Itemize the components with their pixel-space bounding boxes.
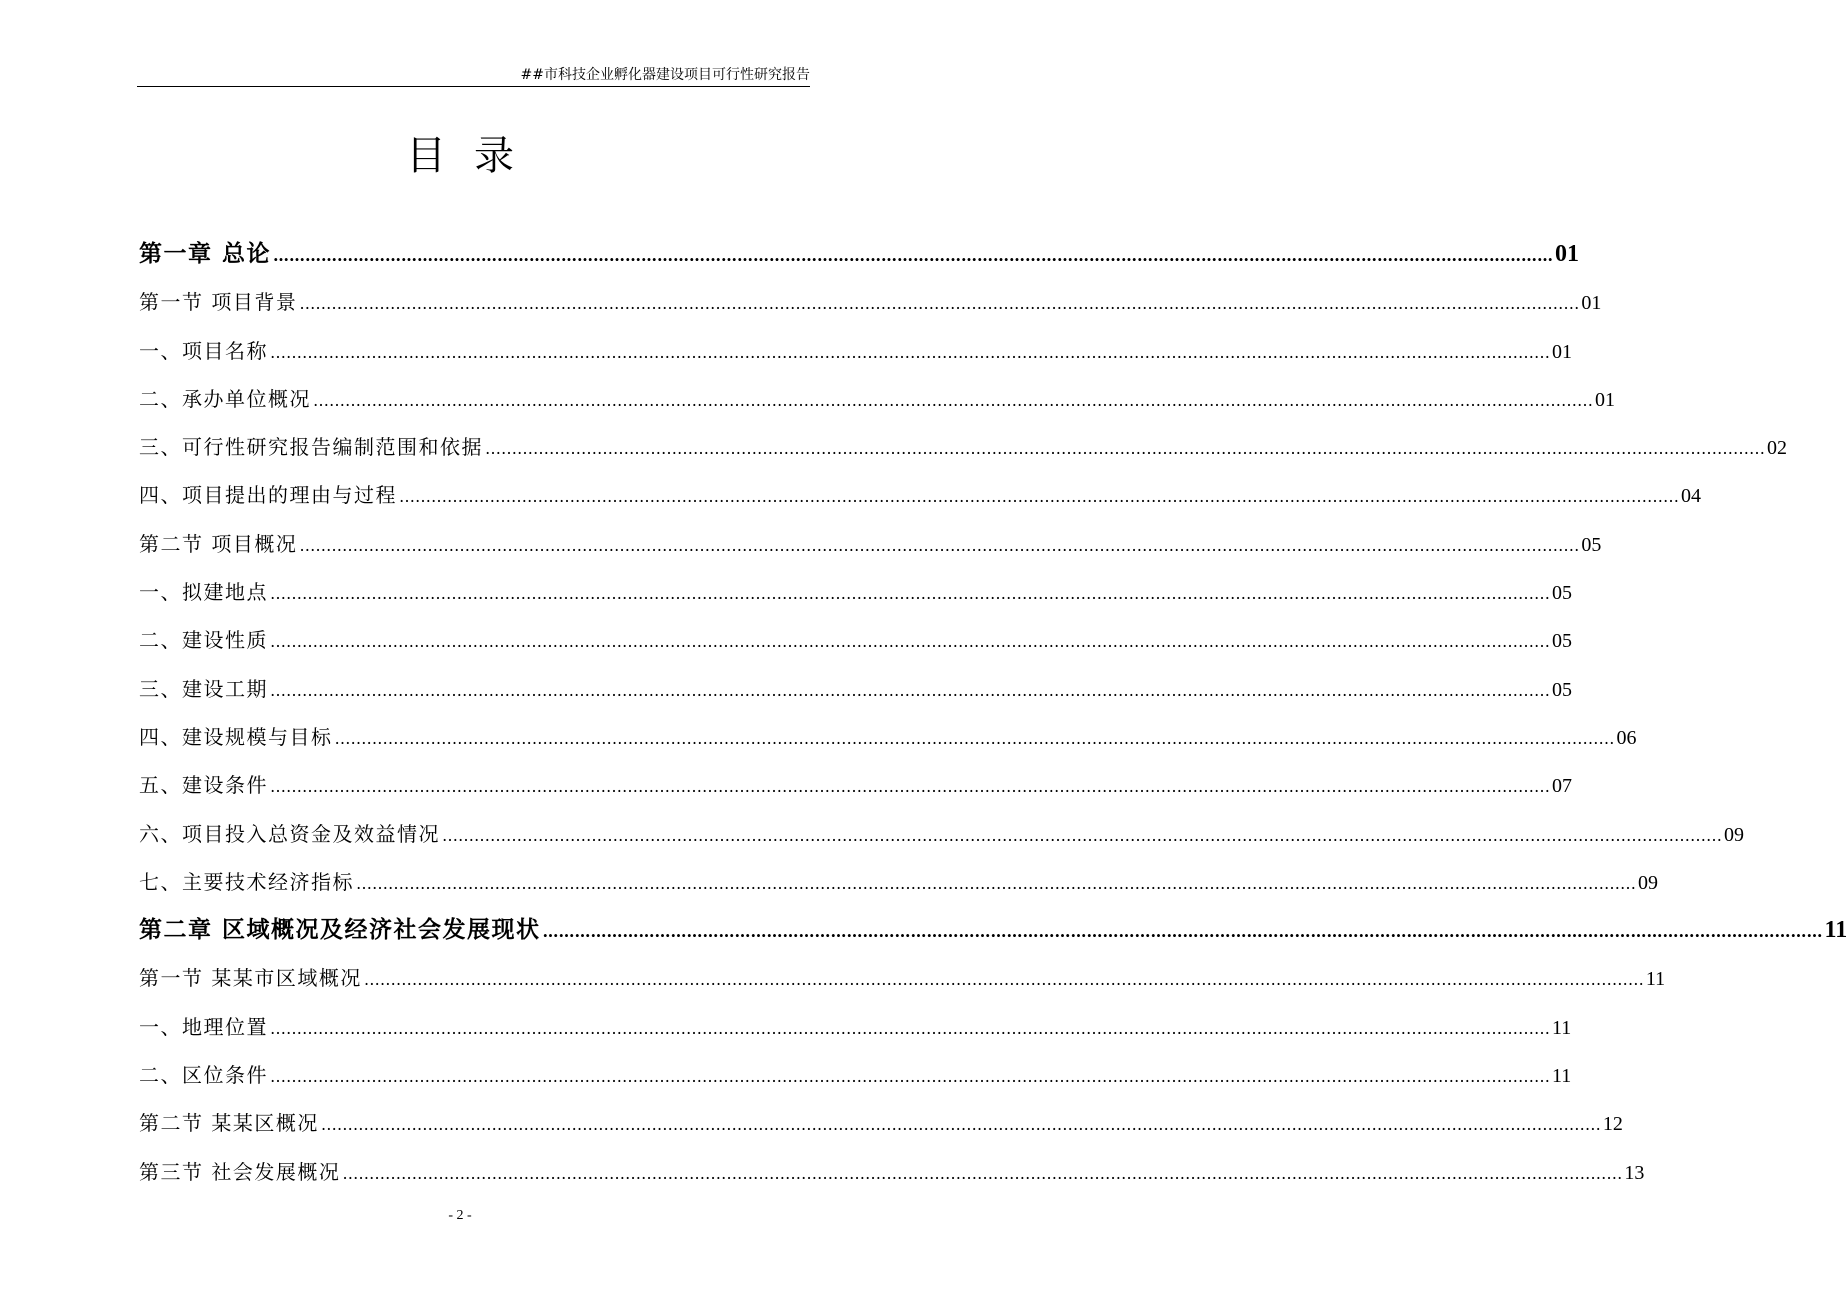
toc-entry-page: 12 [1602, 1113, 1623, 1136]
toc-entry-page: 11 [1552, 1016, 1572, 1039]
toc-entry-label: 六、项目投入总资金及效益情况 [139, 821, 440, 846]
toc-entry-label: 第二节 某某区概况 [139, 1111, 319, 1136]
toc-entry-label: 第一节 项目背景 [139, 290, 298, 315]
toc-section-entry[interactable] [139, 278, 1602, 326]
toc-section-entry[interactable] [139, 954, 1666, 1002]
toc-entry-page: 11 [1645, 968, 1666, 991]
toc-dot-leader: …………………………………………………………………………………………………………………………………………………………………………………………………………………… [299, 294, 1580, 314]
toc-entry-page: 01 [1595, 388, 1615, 411]
toc-dot-leader: …………………………………………………………………………………………………………………………………………………………………………………………………………………… [273, 246, 1554, 265]
toc-dot-leader: …………………………………………………………………………………………………………………………………………………………………………………………………………………… [270, 680, 1550, 700]
toc-entry-label: 第二节 项目概况 [139, 531, 298, 556]
toc-section-entry[interactable] [139, 1099, 1623, 1147]
toc-item-entry[interactable] [139, 616, 1572, 664]
toc-dot-leader: …………………………………………………………………………………………………………………………………………………………………………………………………………………… [299, 535, 1580, 555]
toc-entry-label: 三、可行性研究报告编制范围和依据 [139, 435, 483, 460]
toc-entry-page: 01 [1581, 292, 1602, 315]
toc-entry-label: 七、主要技术经济指标 [139, 869, 354, 894]
toc-item-entry[interactable] [139, 810, 1744, 858]
toc-entry-label: 第三节 社会发展概况 [139, 1159, 341, 1184]
header-divider [137, 86, 810, 87]
running-header: ##市科技企业孵化器建设项目可行性研究报告 [520, 67, 810, 83]
toc-entry-label: 二、建设性质 [139, 628, 268, 653]
toc-entry-page: 11 [1824, 917, 1847, 944]
toc-dot-leader: …………………………………………………………………………………………………………………………………………………………………………………………………………………… [334, 728, 1615, 748]
toc-entry-page: 05 [1552, 678, 1572, 701]
toc-dot-leader: …………………………………………………………………………………………………………………………………………………………………………………………………………………… [270, 584, 1550, 604]
toc-entry-page: 09 [1638, 871, 1658, 894]
toc-entry-page: 04 [1681, 485, 1701, 508]
toc-dot-leader: …………………………………………………………………………………………………………………………………………………………………………………………………………………… [356, 873, 1636, 893]
toc-dot-leader: …………………………………………………………………………………………………………………………………………………………………………………………………………………… [270, 342, 1550, 362]
toc-entry-label: 第二章 区域概况及经济社会发展现状 [139, 917, 541, 944]
toc-dot-leader: …………………………………………………………………………………………………………………………………………………………………………………………………………………… [270, 777, 1550, 797]
toc-item-entry[interactable] [139, 327, 1572, 375]
toc-item-entry[interactable] [139, 423, 1787, 471]
page-number: - 2 - [448, 1208, 472, 1223]
toc-entry-label: 一、项目名称 [139, 338, 268, 363]
toc-entry-page: 05 [1552, 630, 1572, 653]
toc-chapter-entry[interactable] [139, 906, 1847, 954]
toc-entry-page: 05 [1552, 582, 1572, 605]
toc-item-entry[interactable] [139, 761, 1572, 809]
toc-entry-label: 第一节 某某市区域概况 [139, 966, 362, 991]
toc-dot-leader: …………………………………………………………………………………………………………………………………………………………………………………………………………………… [270, 632, 1550, 652]
toc-item-entry[interactable] [139, 375, 1615, 423]
toc-item-entry[interactable] [139, 1003, 1572, 1051]
toc-entry-label: 五、建设条件 [139, 773, 268, 798]
toc-entry-label: 三、建设工期 [139, 676, 268, 701]
toc-dot-leader: …………………………………………………………………………………………………………………………………………………………………………………………………………………… [485, 439, 1765, 459]
page-title: 目录 [406, 133, 542, 179]
toc-item-entry[interactable] [139, 568, 1572, 616]
toc-entry-page: 02 [1767, 437, 1787, 460]
toc-dot-leader: …………………………………………………………………………………………………………………………………………………………………………………………………………………… [442, 825, 1722, 845]
toc-entry-page: 09 [1724, 823, 1744, 846]
toc-dot-leader: …………………………………………………………………………………………………………………………………………………………………………………………………………………… [399, 487, 1679, 507]
toc-entry-label: 一、拟建地点 [139, 580, 268, 605]
toc-section-entry[interactable] [139, 1148, 1645, 1196]
table-of-contents [139, 230, 1847, 1196]
toc-dot-leader: …………………………………………………………………………………………………………………………………………………………………………………………………………………… [542, 922, 1823, 942]
toc-dot-leader: …………………………………………………………………………………………………………………………………………………………………………………………………………………… [270, 1018, 1550, 1038]
toc-item-entry[interactable] [139, 665, 1572, 713]
toc-dot-leader: …………………………………………………………………………………………………………………………………………………………………………………………………………………… [363, 970, 1644, 990]
toc-dot-leader: …………………………………………………………………………………………………………………………………………………………………………………………………………………… [342, 1163, 1623, 1183]
toc-dot-leader: …………………………………………………………………………………………………………………………………………………………………………………………………………………… [313, 390, 1593, 410]
toc-dot-leader: …………………………………………………………………………………………………………………………………………………………………………………………………………………… [270, 1067, 1550, 1087]
toc-chapter-entry[interactable] [139, 230, 1580, 278]
toc-entry-page: 11 [1552, 1065, 1572, 1088]
toc-entry-page: 13 [1624, 1161, 1645, 1184]
toc-entry-label: 四、项目提出的理由与过程 [139, 483, 397, 508]
toc-item-entry[interactable] [139, 858, 1658, 906]
toc-entry-label: 第一章 总论 [139, 241, 272, 267]
toc-item-entry[interactable] [139, 713, 1637, 761]
toc-entry-page: 01 [1555, 241, 1580, 267]
toc-dot-leader: …………………………………………………………………………………………………………………………………………………………………………………………………………………… [320, 1115, 1601, 1135]
toc-entry-label: 四、建设规模与目标 [139, 724, 333, 749]
toc-entry-page: 05 [1581, 533, 1602, 556]
toc-entry-page: 07 [1552, 775, 1572, 798]
toc-entry-label: 一、地理位置 [139, 1014, 268, 1039]
toc-entry-page: 01 [1552, 340, 1572, 363]
toc-entry-label: 二、区位条件 [139, 1063, 268, 1088]
toc-item-entry[interactable] [139, 1051, 1572, 1099]
toc-entry-label: 二、承办单位概况 [139, 386, 311, 411]
toc-item-entry[interactable] [139, 471, 1701, 519]
toc-section-entry[interactable] [139, 520, 1602, 568]
toc-entry-page: 06 [1616, 726, 1637, 749]
